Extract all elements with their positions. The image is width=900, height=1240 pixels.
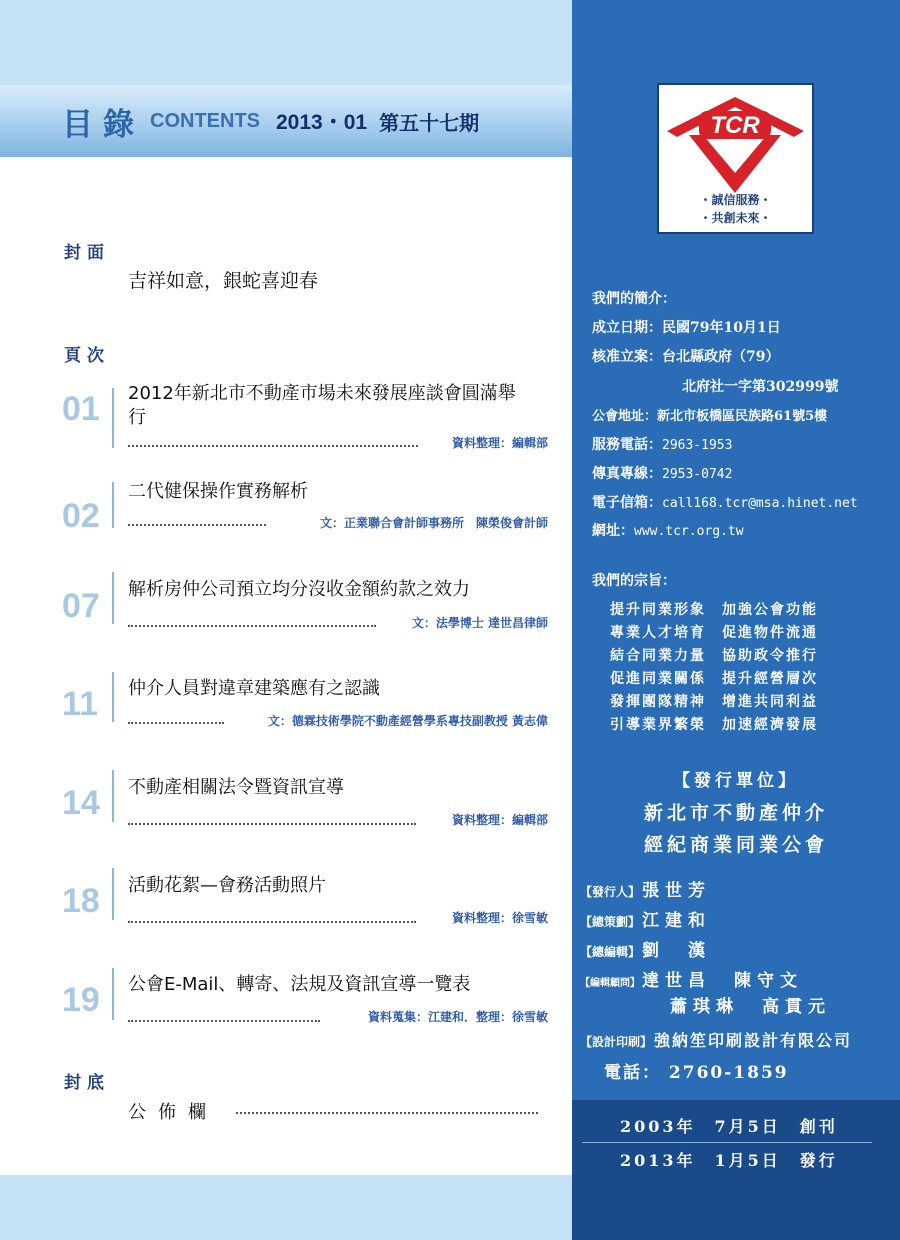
website-link[interactable]: www.tcr.org.tw [634,524,744,539]
entry-credit: 資料整理：編輯部 [451,813,548,827]
cover-title: 吉祥如意，銀蛇喜迎春 [128,270,319,292]
staff-row [580,906,711,931]
entry-title[interactable]: 解析房仲公司預立均分沒收金額約款之效力 [128,579,470,600]
entry-title[interactable]: 二代健保操作實務解析 [128,481,308,502]
leader-dots [128,722,224,724]
issued-date: 2013年 1月5日 發行 [620,1151,838,1170]
aim-row: 提升同業形象 加強公會功能 [610,602,818,618]
page-number: 19 [62,981,100,1019]
phone-value: 2963-1953 [662,438,733,453]
back-section-label: 封底 [64,1073,110,1093]
intro-website [592,520,744,540]
issue-date: 2013・01 [276,111,368,134]
design-role: 【設計印刷】 [580,1035,653,1049]
staff-role: 【總策劃】 [580,915,641,929]
leader-dots [128,524,266,526]
design-company: 強納笙印刷設計有限公司 [654,1031,853,1050]
entry-title[interactable]: 公會E-Mail、轉寄、法規及資訊宣導一覽表 [128,974,471,995]
publisher-label: 【發行單位】 [673,771,799,791]
issue-number: 第五十七期 [379,110,480,135]
logo-brand-text: TCR [710,112,760,139]
staff-name: 江建和 [642,911,712,931]
email-label: 電子信箱： [592,495,662,511]
contents-english: CONTENTS [150,109,260,132]
aim-row: 促進同業關係 提升經營層次 [610,671,818,687]
page-number: 14 [62,784,100,822]
web-label: 網址： [592,523,634,539]
entry-credit: 文：正業聯合會計師事務所 陳榮俊會計師 [319,516,548,530]
page-number: 07 [62,587,100,625]
intro-address: 公會地址：新北市板橋區民族路61號5樓 [592,409,828,424]
contents-header [0,85,572,157]
header-top-band [0,0,572,85]
staff-row [668,992,831,1017]
publisher-name-2: 經紀商業同業公會 [643,834,828,856]
cover-section-label: 封面 [64,243,110,263]
intro-established: 成立日期：民國79年10月1日 [592,320,781,336]
leader-dots [128,625,376,627]
aim-row: 引導業界繁榮 加速經濟發展 [610,717,818,733]
contents-title: 目錄 [62,106,144,143]
leader-dots [128,1020,320,1022]
email-link[interactable]: call168.tcr@msa.hinet.net [662,496,858,511]
logo-slogan-2: ・共創未來・ [699,211,772,225]
entry-credit: 資料整理：徐雪敏 [451,911,548,925]
back-cover-title[interactable]: 公佈欄 [128,1102,218,1123]
entry-credit: 資料蒐集：江建和．整理：徐雪敏 [367,1010,548,1024]
page-number: 01 [62,390,100,428]
page-number: 18 [62,882,100,920]
staff-name: 達世昌 陳守文 [642,971,803,991]
aim-row: 發揮團隊精神 增進共同利益 [610,694,818,710]
entry-title[interactable]: 2012年新北市不動產市場未來發展座談會圓滿舉行 [128,383,516,428]
fax-label: 傳真專線： [592,466,662,482]
entry-divider [112,388,114,448]
staff-row [580,876,711,901]
design-row [580,1028,852,1051]
intro-phone [592,434,732,454]
founded-date: 2003年 7月5日 創刊 [620,1117,838,1136]
phone-label: 服務電話： [592,437,662,453]
intro-approval: 核准立案：台北縣政府（79） [592,349,780,365]
entry-title[interactable]: 活動花絮—會務活動照片 [128,875,326,896]
staff-role: 【發行人】 [580,885,641,899]
design-phone: 電話： 2760-1859 [604,1063,789,1083]
entry-credit: 資料整理：編輯部 [451,436,548,450]
page-number: 02 [62,497,100,535]
entry-credit: 文：德霖技術學院不動產經營學系專技副教授 黃志偉 [267,714,548,728]
leader-dots [128,921,416,923]
staff-role: 【總編輯】 [580,945,641,959]
staff-name: 張世芳 [642,881,712,901]
aim-row: 專業人才培育 促進物件流通 [610,625,818,641]
logo-slogan-1: ・誠信服務・ [699,193,772,207]
staff-role: 【編輯顧問】 [580,978,640,989]
entry-divider [112,672,114,722]
entry-title[interactable]: 不動產相關法令暨資訊宣導 [128,777,344,798]
entry-divider [112,868,114,920]
footer-band [0,1175,572,1240]
leader-dots [128,445,418,447]
intro-approval-number: 北府社一字第302999號 [682,379,839,395]
staff-name: 蕭琪琳 高貫元 [670,997,831,1017]
staff-row [580,936,711,961]
page-number: 11 [62,685,98,723]
staff-row [580,966,803,991]
intro-heading: 我們的簡介： [592,291,676,307]
entry-divider [112,572,114,624]
entry-divider [112,968,114,1020]
tcr-emblem-icon [659,89,812,199]
publisher-name-1: 新北市不動產仲介 [643,802,828,824]
leader-dots [128,823,416,825]
pages-section-label: 頁次 [64,346,110,366]
tcr-logo [657,83,814,234]
entry-title[interactable]: 仲介人員對違章建築應有之認識 [128,678,380,699]
entry-divider [112,770,114,822]
date-divider [582,1142,872,1143]
entry-divider [112,482,114,528]
fax-value: 2953-0742 [662,467,733,482]
intro-email [592,492,858,512]
leader-dots [236,1112,538,1114]
aims-heading: 我們的宗旨： [592,573,676,589]
staff-name: 劉 漢 [642,941,712,961]
aim-row: 結合同業力量 協助政令推行 [610,648,818,664]
intro-fax [592,463,732,483]
entry-credit: 文：法學博士 達世昌律師 [411,616,548,630]
